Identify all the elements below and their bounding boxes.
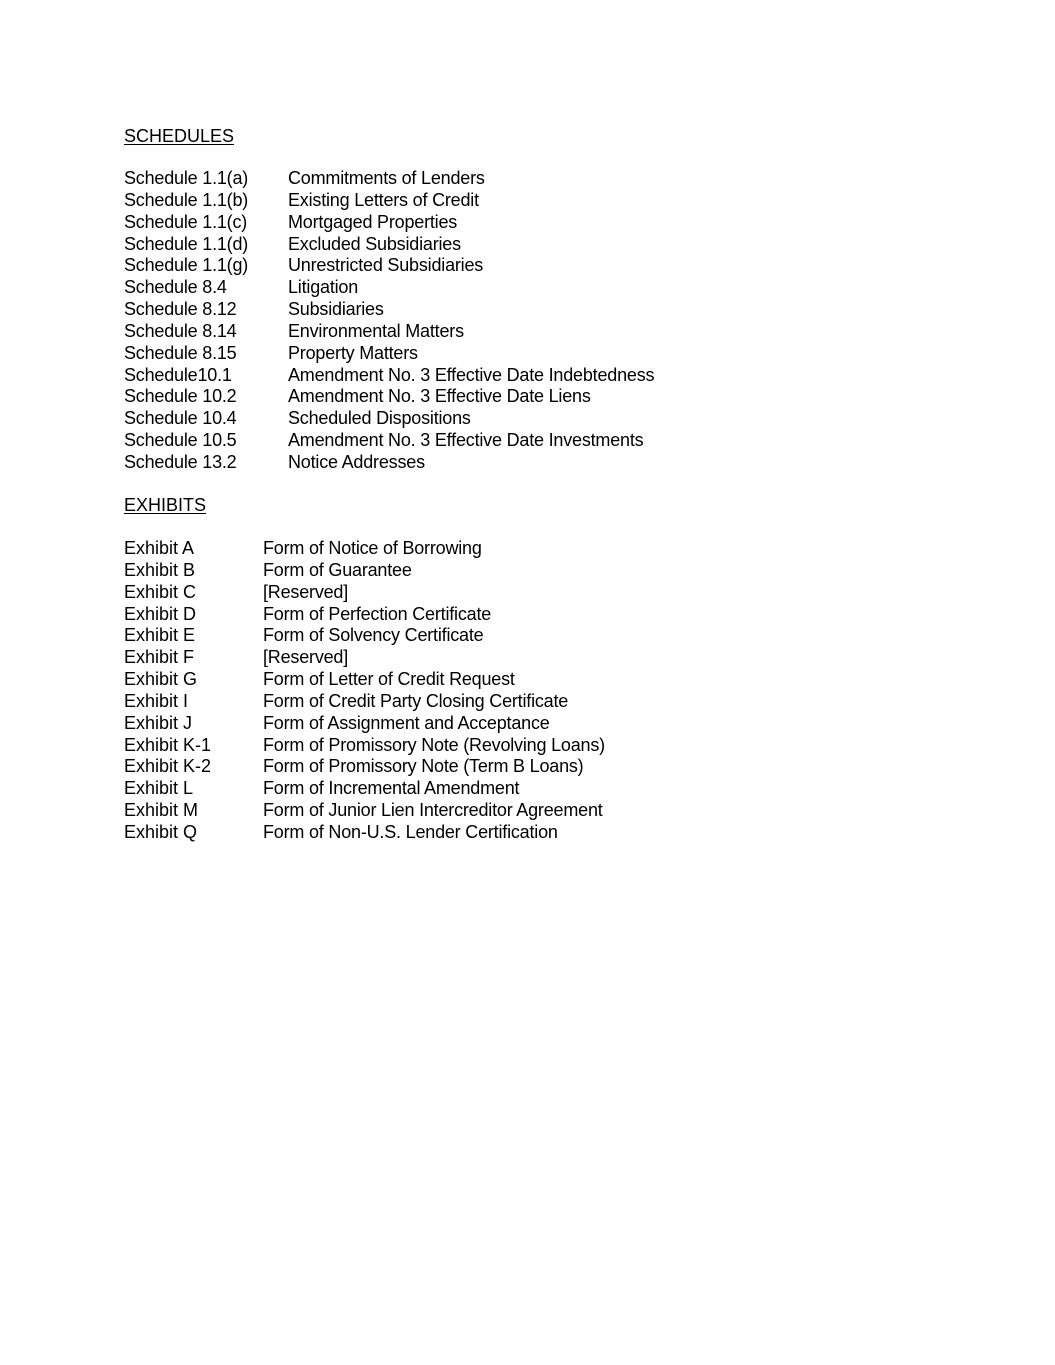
schedule-description: Litigation	[288, 277, 359, 298]
schedule-ref: Schedule 8.15	[124, 342, 237, 363]
exhibit-ref: Exhibit G	[124, 669, 198, 690]
exhibit-ref: Exhibit J	[124, 712, 193, 733]
exhibit-description: Form of Perfection Certificate	[263, 603, 492, 624]
exhibit-entry	[124, 604, 605, 626]
exhibit-ref: Exhibit I	[124, 690, 189, 711]
schedule-description: Amendment No. 3 Effective Date Liens	[288, 386, 591, 407]
exhibit-ref: Exhibit F	[124, 647, 195, 668]
exhibit-description: Form of Promissory Note (Revolving Loans)	[263, 734, 605, 755]
exhibit-description: Form of Notice of Borrowing	[263, 538, 482, 558]
schedule-entry	[124, 299, 654, 321]
exhibit-entry	[124, 560, 605, 582]
schedule-ref: Schedule 1.1(b)	[124, 189, 249, 210]
schedule-description: Amendment No. 3 Effective Date Investments	[288, 430, 644, 451]
exhibit-ref: Exhibit A	[124, 538, 195, 558]
schedule-ref: Schedule 8.14	[124, 320, 237, 341]
exhibit-ref: Exhibit K-1	[124, 734, 212, 755]
schedule-ref: Schedule 10.2	[124, 386, 237, 407]
schedule-description: Property Matters	[288, 342, 418, 363]
exhibit-entry	[124, 735, 605, 757]
schedule-ref: Schedule 1.1(a)	[124, 168, 249, 188]
exhibit-entry	[124, 756, 605, 778]
exhibit-entry	[124, 647, 605, 669]
schedule-entry	[124, 255, 654, 277]
exhibit-description: Form of Non-U.S. Lender Certification	[263, 821, 558, 842]
exhibits-heading: EXHIBITS	[124, 495, 207, 515]
schedule-description: Mortgaged Properties	[288, 211, 458, 232]
schedule-ref: Schedule 1.1(g)	[124, 255, 249, 276]
schedule-description: Environmental Matters	[288, 320, 464, 341]
exhibit-description: Form of Incremental Amendment	[263, 778, 520, 799]
exhibit-ref: Exhibit M	[124, 800, 199, 821]
exhibit-ref: Exhibit E	[124, 625, 196, 646]
exhibit-entry	[124, 691, 605, 713]
exhibit-description: Form of Assignment and Acceptance	[263, 712, 550, 733]
schedule-description: Excluded Subsidiaries	[288, 233, 461, 254]
schedule-entry	[124, 168, 654, 190]
schedule-entry	[124, 365, 654, 387]
schedule-ref: Schedule 10.4	[124, 408, 237, 429]
exhibit-entry	[124, 669, 605, 691]
exhibit-entry	[124, 778, 605, 800]
exhibit-description: Form of Promissory Note (Term B Loans)	[263, 756, 584, 777]
exhibit-entry	[124, 538, 605, 560]
schedule-entry	[124, 452, 654, 474]
exhibit-description: Form of Letter of Credit Request	[263, 669, 515, 690]
exhibit-entry	[124, 800, 605, 822]
exhibit-ref: Exhibit C	[124, 581, 197, 602]
schedule-ref: Schedule 1.1(d)	[124, 233, 249, 254]
schedule-description: Existing Letters of Credit	[288, 189, 479, 210]
exhibit-ref: Exhibit D	[124, 603, 197, 624]
schedule-ref: Schedule10.1	[124, 364, 232, 385]
schedule-entry	[124, 343, 654, 365]
exhibit-ref: Exhibit L	[124, 778, 194, 799]
schedule-description: Notice Addresses	[288, 451, 425, 472]
schedule-ref: Schedule 8.12	[124, 299, 237, 320]
exhibit-description: [Reserved]	[263, 647, 349, 668]
schedule-ref: Schedule 8.4	[124, 277, 227, 298]
schedule-list	[124, 168, 654, 474]
schedule-ref: Schedule 1.1(c)	[124, 211, 248, 232]
schedule-entry	[124, 277, 654, 299]
exhibit-entry	[124, 625, 605, 647]
exhibit-description: Form of Credit Party Closing Certificate	[263, 690, 569, 711]
exhibit-ref: Exhibit K-2	[124, 756, 212, 777]
exhibit-entry	[124, 582, 605, 604]
schedule-description: Subsidiaries	[288, 299, 384, 320]
exhibit-description: Form of Guarantee	[263, 559, 412, 580]
schedule-entry	[124, 321, 654, 343]
schedules-heading: SCHEDULES	[124, 126, 235, 146]
schedule-ref: Schedule 10.5	[124, 430, 237, 451]
exhibit-entry	[124, 713, 605, 735]
exhibit-ref: Exhibit Q	[124, 821, 198, 842]
exhibit-description: Form of Junior Lien Intercreditor Agreement	[263, 800, 603, 821]
schedule-entry	[124, 234, 654, 256]
exhibit-ref: Exhibit B	[124, 559, 196, 580]
schedule-description: Scheduled Dispositions	[288, 408, 471, 429]
schedule-entry	[124, 190, 654, 212]
schedule-entry	[124, 212, 654, 234]
schedule-description: Unrestricted Subsidiaries	[288, 255, 484, 276]
schedule-ref: Schedule 13.2	[124, 451, 237, 472]
schedule-entry	[124, 386, 654, 408]
schedule-description: Commitments of Lenders	[288, 168, 485, 188]
exhibit-list	[124, 538, 605, 844]
schedule-description: Amendment No. 3 Effective Date Indebtedness	[288, 364, 655, 385]
exhibit-description: [Reserved]	[263, 581, 349, 602]
schedule-entry	[124, 408, 654, 430]
exhibit-entry	[124, 822, 605, 844]
exhibit-description: Form of Solvency Certificate	[263, 625, 484, 646]
schedule-entry	[124, 430, 654, 452]
